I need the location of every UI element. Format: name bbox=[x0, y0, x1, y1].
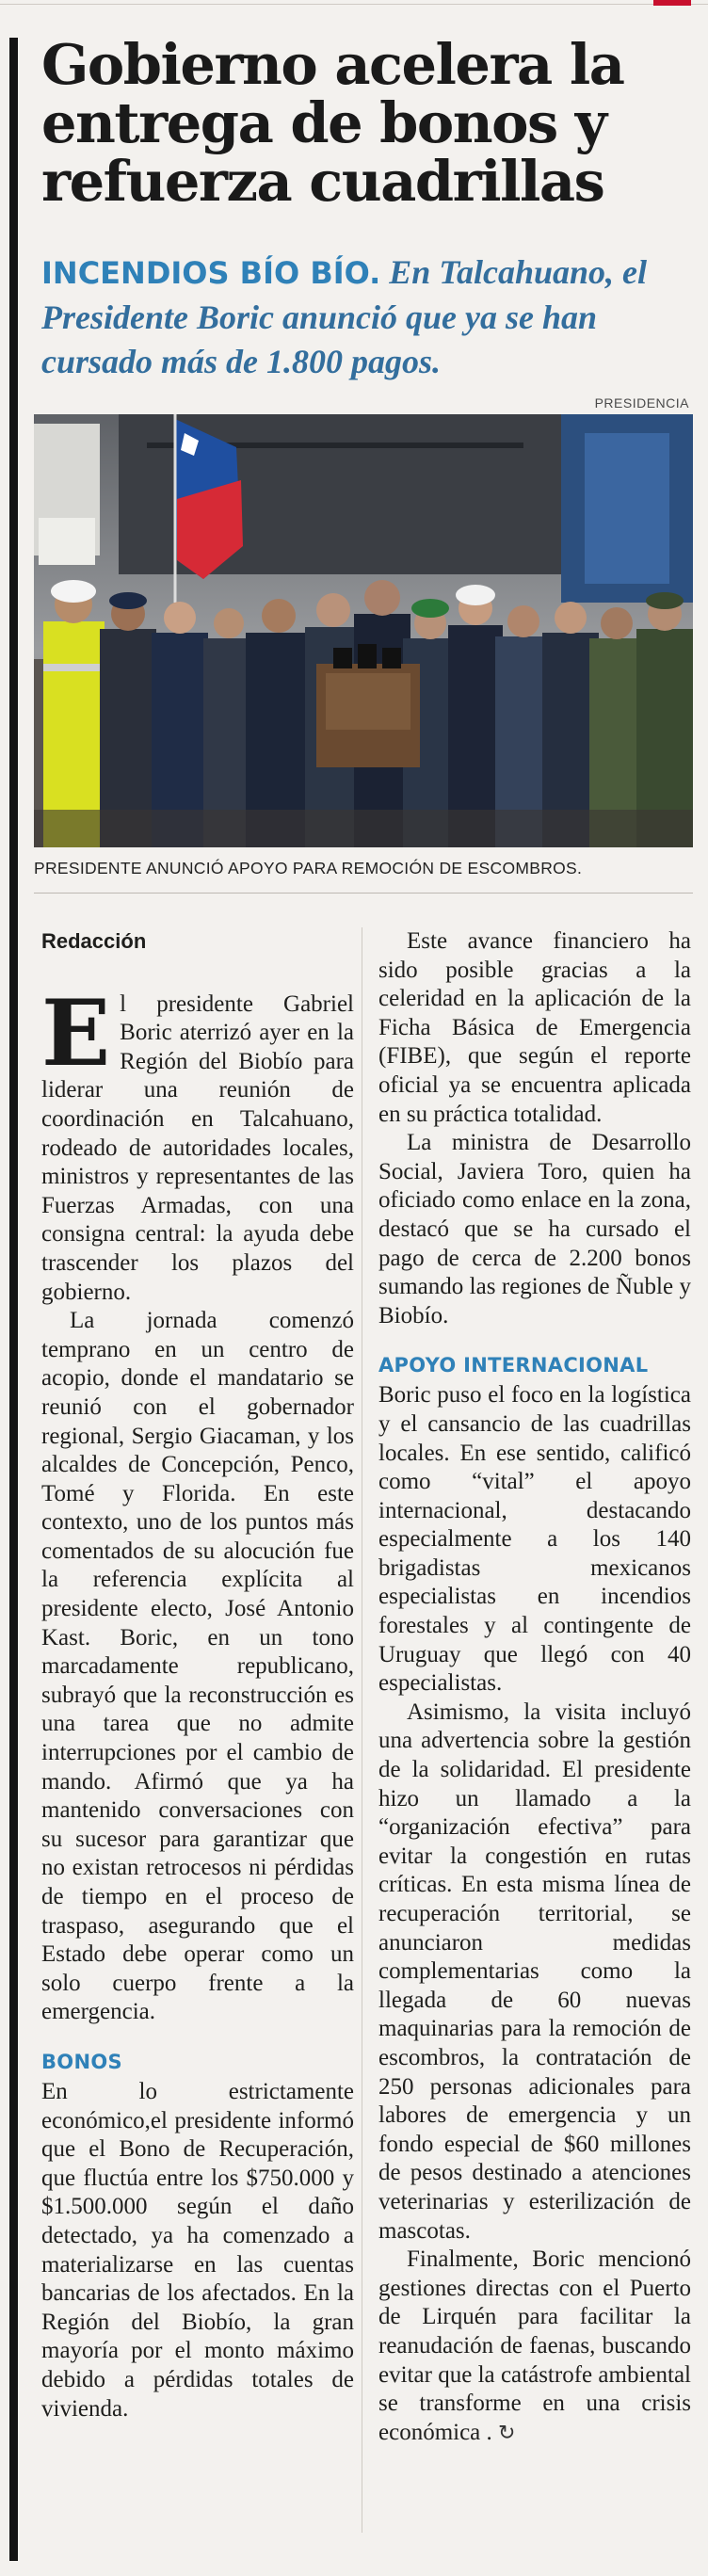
drop-cap: E bbox=[41, 979, 111, 1087]
end-mark-icon: ↻ bbox=[498, 2421, 516, 2445]
top-red-accent bbox=[653, 0, 691, 6]
top-rule-line bbox=[0, 4, 708, 5]
paragraph-8-text: Finalmente, Boric mencionó gestiones directas con el Puerto de Lirquén para facilitar la reanudación de faenas, buscando evitar que la catástrofe ambiental se transforme en una crisis económica . bbox=[378, 2246, 691, 2445]
paragraph-1-text: l presidente Gabriel Boric aterrizó ayer en la Región del Biobío para liderar una reunión de coordinación en Talcahuano, rodeado de autoridades locales, ministros y representantes de las Fuerzas Armadas, con una consigna central: la ayuda debe trascender los plazos del gobierno. bbox=[41, 990, 354, 1305]
paragraph-3: En lo estrictamente económico,el presidente informó que el Bono de Recuperación, que fluctúa entre los $750.000 y $1.500.000 según el daño detectado, ya ha comenzado a materializarse en las cuentas bancarias de los afectados. En la Región del Biobío, la gran mayoría por el monto máximo debido a pérdidas totales de vivienda. bbox=[41, 2078, 354, 2422]
paragraph-7: Asimismo, la visita incluyó una advertencia sobre la gestión de la solidaridad. El presidente hizo un llamado a la “organización efectiva” para evitar la congestión en rutas críticas. En esta misma línea de recuperación territorial, se anunciaron medidas complementarias como la llegada de 60 nuevas maquinarias para la remoción de escombros, la contratación de 250 personas adicionales para labores de emergencia y un fondo especial de $60 millones de pesos destinado a atenciones veterinarias y esterilización de mascotas. bbox=[378, 1699, 691, 2244]
top-rule bbox=[0, 0, 708, 9]
left-black-rule bbox=[9, 38, 18, 2561]
article-column-2 bbox=[378, 927, 691, 2448]
deck-section-tag: INCENDIOS BÍO BÍO. bbox=[41, 255, 381, 291]
paragraph-8 bbox=[378, 2246, 691, 2448]
press-conference-photo bbox=[34, 414, 693, 847]
subhead-bonos: BONOS bbox=[41, 2050, 122, 2073]
deck bbox=[41, 250, 691, 384]
subhead-apoyo-internacional: APOYO INTERNACIONAL bbox=[378, 1354, 649, 1377]
paragraph-2: La jornada comenzó temprano en un centro de acopio, donde el mandatario se reunió con el gobernador regional, Sergio Giacaman, y los alcaldes de Concepción, Penco, Tomé y Florida. En este contexto, uno de los puntos más comentados de su alocución fue la referencia explícita al presidente electo, José Antonio Kast. Boric, en un tono marcadamente republicano, subrayó que la reconstrucción es una tarea que no admite interrupciones por el cambio de mando. Afirmó que ya ha mantenido conversaciones con su sucesor para garantizar que no existan retrocesos ni pérdidas de tiempo en el proceso de traspaso, asegurando que el Estado debe operar como un solo cuerpo frente a la emergencia. bbox=[41, 1308, 354, 2025]
byline: Redacción bbox=[41, 929, 147, 953]
headline: Gobierno acelera la entrega de bonos y refuerza cuadrillas bbox=[41, 32, 624, 214]
photo-credit: PRESIDENCIA bbox=[594, 395, 689, 411]
deck-lead-text: En Talcahuano, el Presidente Boric anunció que ya se han cursado más de 1.800 pagos. bbox=[41, 253, 648, 380]
paragraph-6: Boric puso el foco en la logística y el cansancio de las cuadrillas locales. En ese sentido, calificó como “vital” el apoyo internacional, destacando especialmente a los 140 brigadistas mexicanos especialistas en incendios forestales y al contingente de Uruguay que llegó con 40 especialistas. bbox=[378, 1382, 691, 1697]
paragraph-4: Este avance financiero ha sido posible gracias a la celeridad en la aplicación de la Ficha Básica de Emergencia (FIBE), que según el reporte oficial ya se encuentra aplicada en su práctica totalidad. bbox=[378, 928, 691, 1127]
paragraph-5: La ministra de Desarrollo Social, Javiera Toro, quien ha oficiado como enlace en la zona, destacó que se ha cursado el pago de cerca de 2.200 bonos sumando las regiones de Ñuble y Biobío. bbox=[378, 1130, 691, 1328]
caption-divider bbox=[34, 893, 693, 894]
photo-caption: PRESIDENTE ANUNCIÓ APOYO PARA REMOCIÓN DE ESCOMBROS. bbox=[34, 859, 583, 877]
article-column-1 bbox=[41, 927, 354, 2423]
paragraph-1 bbox=[41, 979, 354, 1308]
